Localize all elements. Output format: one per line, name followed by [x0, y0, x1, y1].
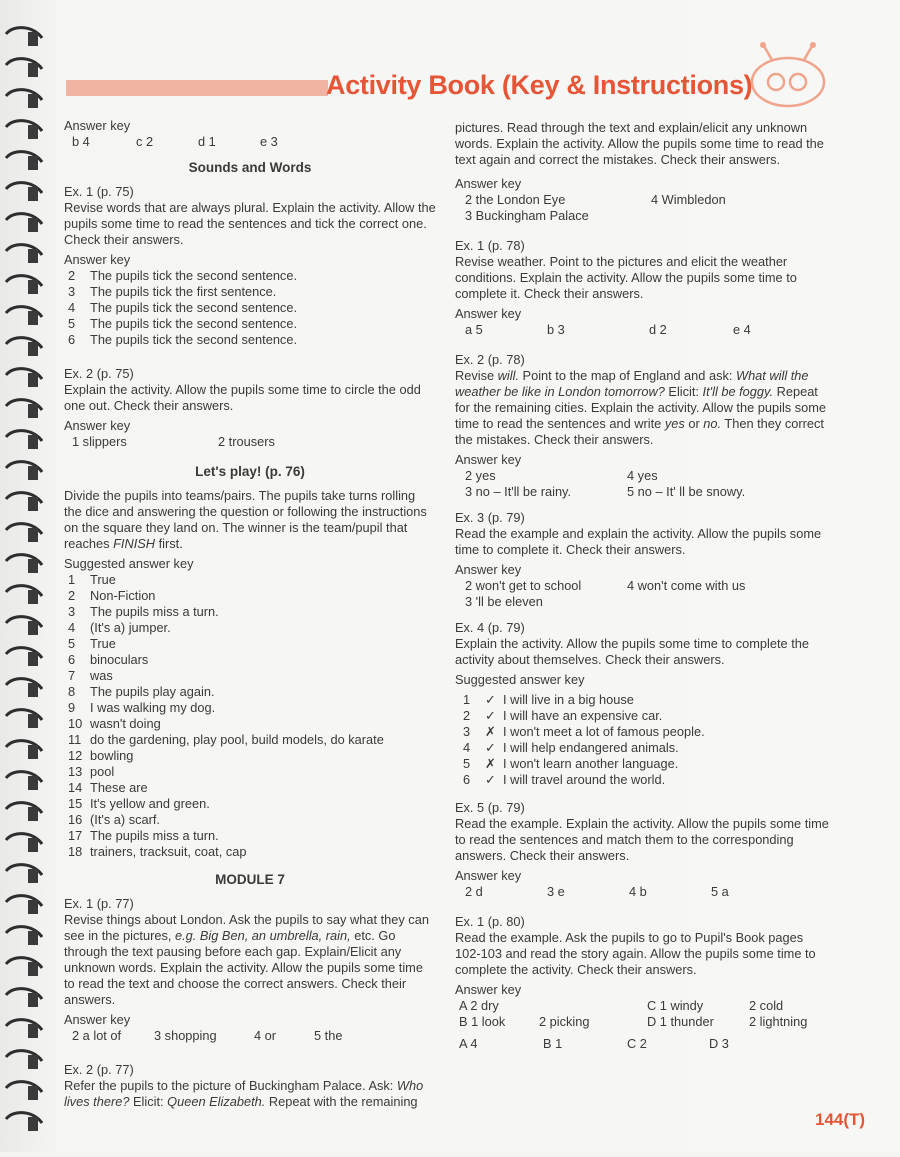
answer-row — [64, 1028, 436, 1044]
header-bar — [66, 80, 328, 96]
exercise-heading: Ex. 1 (p. 75) — [64, 184, 134, 199]
list-item: 2 Non-Fiction — [68, 588, 156, 603]
binding-hole — [28, 931, 38, 945]
exercise-instructions: Read the example and explain the activity. Allow the pupils some time to complete it. Check their answers. — [455, 526, 822, 557]
key-item: e 3 — [260, 134, 278, 149]
exercise-heading: Ex. 2 (p. 77) — [64, 1062, 134, 1077]
binding-hole — [28, 156, 38, 170]
left-column — [64, 118, 436, 1110]
list-item: 5 The pupils tick the second sentence. — [68, 316, 298, 331]
robot-mascot-icon — [742, 40, 832, 110]
binding-hole — [28, 280, 38, 294]
binding-hole — [28, 218, 38, 232]
answer-row: A 2 dry C 1 windy 2 cold — [459, 998, 784, 1013]
binding-hole — [28, 373, 38, 387]
key-item: c 2 — [136, 134, 154, 149]
list-item: 6 binoculars — [68, 652, 149, 667]
list-item: 14 These are — [68, 780, 148, 795]
exercise-instructions: Read the example. Ask the pupils to go to Pupil's Book pages 102-103 and read the story again. Allow the pupils some time to complete the activity. Check their answers. — [455, 930, 816, 977]
exercise-heading: Ex. 2 (p. 75) — [64, 366, 134, 381]
binding-hole — [28, 962, 38, 976]
answer-row: 2 won't get to school 4 won't come with us — [465, 578, 746, 593]
binding-hole — [28, 1024, 38, 1038]
exercise-heading: Ex. 5 (p. 79) — [455, 800, 525, 815]
exercise-heading: Ex. 2 (p. 78) — [455, 352, 525, 367]
answer-row: A 4 B 1 C 2 D 3 — [459, 1036, 729, 1051]
exercise-instructions: Explain the activity. Allow the pupils some time to complete the activity about themselves. Check their answers. — [455, 636, 809, 667]
binding-hole — [28, 993, 38, 1007]
binding-hole — [28, 311, 38, 325]
list-item: 7 was — [68, 668, 113, 683]
binding-hole — [28, 63, 38, 77]
exercise-instructions: Revise will. Point to the map of England and ask: What will the weather be like in London tomorrow? Elicit: It'll be foggy. Repeat for the remaining cities. Explain the activity. Allow the pupils some time to read the sentences and write yes or no. Then they correct the mistakes. Check their answers. — [455, 368, 827, 447]
binding-hole — [28, 838, 38, 852]
binding-hole — [28, 342, 38, 356]
binding-hole — [28, 435, 38, 449]
exercise-heading: Ex. 3 (p. 79) — [455, 510, 525, 525]
answer-key-label: Suggested answer key — [64, 556, 194, 571]
section-heading: Let's play! (p. 76) — [195, 464, 305, 479]
exercise-instructions: Read the example. Explain the activity. Allow the pupils some time to read the sentences and match them to the corresponding answers. Check their answers. — [455, 816, 829, 863]
list-item: 3 The pupils miss a turn. — [68, 604, 219, 619]
list-item: 1 True — [68, 572, 116, 587]
answer-key-label: Answer key — [455, 868, 522, 883]
cross-mark-icon: ✗ — [485, 756, 496, 771]
answer-row: 3 'll be eleven — [465, 594, 543, 609]
binding-hole — [28, 714, 38, 728]
binding-hole — [28, 404, 38, 418]
binding-hole — [28, 745, 38, 759]
check-mark-icon: ✓ — [485, 692, 496, 707]
key-item: 2 trousers — [218, 434, 275, 449]
list-item: 4 The pupils tick the second sentence. — [68, 300, 298, 315]
answer-row: 2 yes 4 yes — [465, 468, 658, 483]
binding-hole — [28, 900, 38, 914]
answer-key-label: Answer key — [455, 306, 522, 321]
binding-hole — [28, 466, 38, 480]
key-item: d 1 — [198, 134, 216, 149]
section-heading: Sounds and Words — [188, 160, 312, 175]
page-title: Activity Book (Key & Instructions) — [326, 70, 753, 100]
answer-row: 2 the London Eye 4 Wimbledon — [465, 192, 726, 207]
binding-hole — [28, 1117, 38, 1131]
exercise-heading: Ex. 4 (p. 79) — [455, 620, 525, 635]
list-item: 11 do the gardening, play pool, build models, do karate — [68, 732, 384, 747]
check-mark-icon: ✓ — [485, 740, 496, 755]
exercise-instructions: Explain the activity. Allow the pupils some time to circle the odd one out. Check their answers. — [64, 382, 421, 413]
binding-hole — [28, 590, 38, 604]
list-item: 5 ✗ I won't learn another language. — [463, 756, 679, 771]
list-item: 15 It's yellow and green. — [68, 796, 210, 811]
binding-hole — [28, 187, 38, 201]
spiral-binding — [0, 0, 52, 1152]
list-item: 4 (It's a) jumper. — [68, 620, 171, 635]
module-heading: MODULE 7 — [215, 872, 285, 887]
list-item: 2 ✓ I will have an expensive car. — [463, 708, 663, 723]
exercise-instructions: Revise things about London. Ask the pupils to say what they can see in the pictures, e.g. Big Ben, an umbrella, rain, etc. Go through the text pausing before each gap. Explain/Elicit any unknown words. Explain the activity. Allow the pupils some time to read the text and choose the correct answers. Check their answers. — [64, 912, 429, 1007]
key-item: 3 shopping — [154, 1028, 217, 1043]
list-item: 8 The pupils play again. — [68, 684, 215, 699]
list-item: 16 (It's a) scarf. — [68, 812, 160, 827]
exercise-instructions: Revise weather. Point to the pictures and elicit the weather conditions. Explain the activity. Allow the pupils some time to complete it. Check their answers. — [455, 254, 797, 301]
exercise-instructions: Revise words that are always plural. Explain the activity. Allow the pupils some time to read the sentences and tick the correct one. Check their answers. — [64, 200, 436, 247]
answer-key-label: Answer key — [64, 118, 131, 133]
answer-row: a 5 b 3 d 2 e 4 — [465, 322, 751, 337]
list-item: 5 True — [68, 636, 116, 651]
answer-row: 3 Buckingham Palace — [465, 208, 589, 223]
page-number: 144(T) — [815, 1110, 866, 1129]
binding-hole — [28, 869, 38, 883]
exercise-instructions: Refer the pupils to the picture of Buckingham Palace. Ask: Who lives there? Elicit: Queen Elizabeth. Repeat with the remaining — [64, 1078, 424, 1109]
list-item: 17 The pupils miss a turn. — [68, 828, 219, 843]
cross-mark-icon: ✗ — [485, 724, 496, 739]
exercise-heading: Ex. 1 (p. 78) — [455, 238, 525, 253]
suggested-answer-list — [455, 692, 830, 788]
suggested-answer-list — [64, 572, 436, 860]
answer-key-label: Answer key — [64, 1012, 131, 1027]
binding-hole — [28, 776, 38, 790]
answer-key-label: Answer key — [64, 252, 131, 267]
binding-hole — [28, 32, 38, 46]
exercise-heading: Ex. 1 (p. 80) — [455, 914, 525, 929]
answer-key-label: Answer key — [455, 982, 522, 997]
binding-hole — [28, 1086, 38, 1100]
key-item: b 4 — [72, 134, 90, 149]
list-item: 6 The pupils tick the second sentence. — [68, 332, 298, 347]
list-item: 6 ✓ I will travel around the world. — [463, 772, 666, 787]
list-item: 9 I was walking my dog. — [68, 700, 216, 715]
top-answer-key — [64, 134, 436, 150]
answer-list — [64, 268, 436, 348]
binding-hole — [28, 249, 38, 263]
list-item: 10 wasn't doing — [68, 716, 161, 731]
answer-key-label: Answer key — [455, 176, 522, 191]
answer-key-label: Suggested answer key — [455, 672, 585, 687]
answer-row — [64, 434, 436, 450]
list-item: 3 ✗ I won't meet a lot of famous people. — [463, 724, 705, 739]
binding-hole — [28, 497, 38, 511]
list-item: 3 The pupils tick the first sentence. — [68, 284, 277, 299]
answer-row: B 1 look 2 picking D 1 thunder 2 lightning — [459, 1014, 808, 1029]
list-item: 18 trainers, tracksuit, coat, cap — [68, 844, 247, 859]
binding-hole — [28, 528, 38, 542]
answer-row: 2 d 3 e 4 b 5 a — [465, 884, 729, 899]
check-mark-icon: ✓ — [485, 708, 496, 723]
list-item: 4 ✓ I will help endangered animals. — [463, 740, 679, 755]
binding-hole — [28, 559, 38, 573]
list-item: 2 The pupils tick the second sentence. — [68, 268, 298, 283]
answer-key-label: Answer key — [64, 418, 131, 433]
binding-hole — [28, 652, 38, 666]
binding-hole — [28, 683, 38, 697]
exercise-instructions: pictures. Read through the text and explain/elicit any unknown words. Explain the activity. Allow the pupils some time to read the text again and correct the mistakes. Check their answers. — [455, 120, 824, 167]
binding-hole — [28, 621, 38, 635]
right-column — [455, 120, 830, 1052]
key-item: 4 or — [254, 1028, 277, 1043]
binding-hole — [28, 807, 38, 821]
key-item: 1 slippers — [72, 434, 127, 449]
binding-hole — [28, 1055, 38, 1069]
check-mark-icon: ✓ — [485, 772, 496, 787]
list-item: 13 pool — [68, 764, 115, 779]
key-item: 2 a lot of — [72, 1028, 122, 1043]
exercise-instructions: Divide the pupils into teams/pairs. The pupils take turns rolling the dice and answering the question or following the instructions on the square they land on. The winner is the team/pupil that reaches FINISH first. — [64, 488, 427, 551]
answer-key-label: Answer key — [455, 452, 522, 467]
key-item: 5 the — [314, 1028, 343, 1043]
spiral-binding-graphic — [0, 0, 52, 1152]
list-item: 12 bowling — [68, 748, 134, 763]
answer-key-label: Answer key — [455, 562, 522, 577]
list-item: 1 ✓ I will live in a big house — [463, 692, 634, 707]
binding-hole — [28, 94, 38, 108]
binding-hole — [28, 125, 38, 139]
exercise-heading: Ex. 1 (p. 77) — [64, 896, 134, 911]
answer-row: 3 no – It'll be rainy. 5 no – It' ll be snowy. — [465, 484, 746, 499]
